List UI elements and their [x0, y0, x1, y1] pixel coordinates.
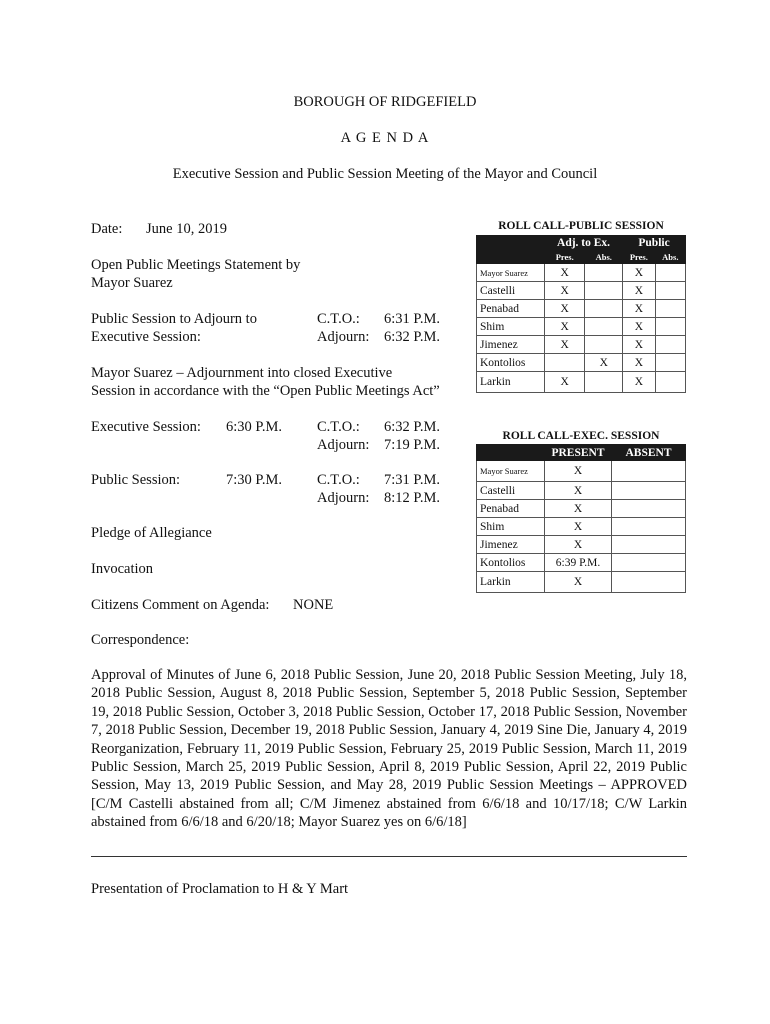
exec-session-adj-label: Adjourn: [317, 437, 370, 453]
public-session-time: 7:30 P.M. [226, 472, 283, 488]
roll-public-group-adj: Adj. to Ex. [545, 236, 623, 251]
table-row: Shim X [477, 518, 686, 536]
public-session-cto-time: 7:31 P.M. [384, 472, 441, 488]
table-row: Mayor Suarez X [477, 461, 686, 482]
table-row: Shim X X [477, 318, 686, 336]
table-row: Castelli X X [477, 282, 686, 300]
roll-public-header-row [477, 236, 686, 251]
roll-exec-table [476, 444, 686, 593]
adjourn-to-exec-cto-label: C.T.O.: [317, 311, 360, 327]
member-name: Mayor Suarez [477, 461, 545, 482]
adjourn-to-exec-cto-time: 6:31 P.M. [384, 311, 441, 327]
borough-title: BOROUGH OF RIDGEFIELD [293, 94, 477, 110]
table-row: Larkin X [477, 572, 686, 593]
minutes-paragraph: Approval of Minutes of June 6, 2018 Public Session, June 20, 2018 Public Session Meeting, July 18, 2018 Public Session, August 8, 2018 Public Session, September 5, 2018 Public Session, September 19, 2018 Public Session, October 3, 2018 Public Session, October 17, 2018 Public Session, November 7, 2018 Public Session, December 19, 2018 Public Session, January 4, 2019 Sine Die, January 4, 2019 Reorganization, February 11, 2019 Public Session, February 25, 2019 Public Session, March 11, 2019 Public Session, March 25, 2019 Public Session, April 8, 2019 Public Session, April 22, 2019 Public Session, May 13, 2019 Public Session, and May 28, 2019 Public Session Meetings – APPROVED [C/M Castelli abstained from all; C/M Jimenez abstained from 6/6/18 and 10/17/18; C/W Larkin abstained from 6/6/18 and 6/20/18; Mayor Suarez yes on 6/6/18] [91, 667, 687, 831]
citizens-value: NONE [293, 597, 334, 613]
member-name: Jimenez [477, 336, 545, 354]
roll-public-table [476, 235, 686, 393]
member-name: Jimenez [477, 536, 545, 554]
member-name: Penabad [477, 300, 545, 318]
member-name: Mayor Suarez [477, 264, 545, 282]
exec-session-adj-time: 7:19 P.M. [384, 437, 441, 453]
adjourn-to-exec-line2: Executive Session: [91, 329, 201, 345]
member-name: Penabad [477, 500, 545, 518]
table-row: Penabad X X [477, 300, 686, 318]
table-row: Mayor Suarez X X [477, 264, 686, 282]
pledge: Pledge of Allegiance [91, 525, 212, 541]
roll-public-pres-2: Pres. [623, 251, 656, 264]
exec-session-cto-time: 6:32 P.M. [384, 419, 441, 435]
closed-exec-line1: Mayor Suarez – Adjournment into closed Executive [91, 365, 393, 381]
member-name: Shim [477, 318, 545, 336]
closed-exec-line2: Session in accordance with the “Open Public Meetings Act” [91, 383, 440, 399]
roll-exec-title: ROLL CALL-EXEC. SESSION [502, 430, 660, 442]
roll-public-subheader-row [477, 251, 686, 264]
proclamation: Presentation of Proclamation to H & Y Mart [91, 881, 349, 897]
open-meetings-line1: Open Public Meetings Statement by [91, 257, 301, 273]
roll-public-abs-2: Abs. [655, 251, 685, 264]
roll-exec-absent-header: ABSENT [612, 445, 686, 461]
table-row: Castelli X [477, 482, 686, 500]
roll-public-group-public: Public [623, 236, 686, 251]
table-row: Penabad X [477, 500, 686, 518]
adjourn-to-exec-line1: Public Session to Adjourn to [91, 311, 257, 327]
public-session-adj-time: 8:12 P.M. [384, 490, 441, 506]
member-name: Shim [477, 518, 545, 536]
table-row: Larkin X X [477, 372, 686, 393]
invocation: Invocation [91, 561, 154, 577]
table-row: Jimenez X X [477, 336, 686, 354]
public-session-adj-label: Adjourn: [317, 490, 370, 506]
agenda-title: A G E N D A [340, 130, 430, 146]
member-name: Castelli [477, 482, 545, 500]
adjourn-to-exec-adj-label: Adjourn: [317, 329, 370, 345]
roll-public-title: ROLL CALL-PUBLIC SESSION [498, 220, 664, 232]
table-row: Jimenez X [477, 536, 686, 554]
public-session-label: Public Session: [91, 472, 181, 488]
exec-session-label: Executive Session: [91, 419, 201, 435]
roll-exec-present-header: PRESENT [545, 445, 612, 461]
public-session-cto-label: C.T.O.: [317, 472, 360, 488]
roll-public-abs-1: Abs. [585, 251, 623, 264]
meeting-subtitle: Executive Session and Public Session Meeting of the Mayor and Council [172, 166, 598, 182]
member-name: Kontolios [477, 554, 545, 572]
section-divider [91, 856, 687, 857]
exec-session-time: 6:30 P.M. [226, 419, 283, 435]
date-value: June 10, 2019 [146, 221, 227, 237]
member-name: Larkin [477, 372, 545, 393]
adjourn-to-exec-adj-time: 6:32 P.M. [384, 329, 441, 345]
citizens-label: Citizens Comment on Agenda: [91, 597, 270, 613]
member-name: Castelli [477, 282, 545, 300]
member-name: Larkin [477, 572, 545, 593]
open-meetings-line2: Mayor Suarez [91, 275, 173, 291]
roll-public-pres-1: Pres. [545, 251, 585, 264]
exec-session-cto-label: C.T.O.: [317, 419, 360, 435]
table-row: Kontolios X X [477, 354, 686, 372]
date-label: Date: [91, 221, 123, 237]
correspondence: Correspondence: [91, 632, 190, 648]
table-row: Kontolios 6:39 P.M. [477, 554, 686, 572]
roll-exec-header-row [477, 445, 686, 461]
member-name: Kontolios [477, 354, 545, 372]
